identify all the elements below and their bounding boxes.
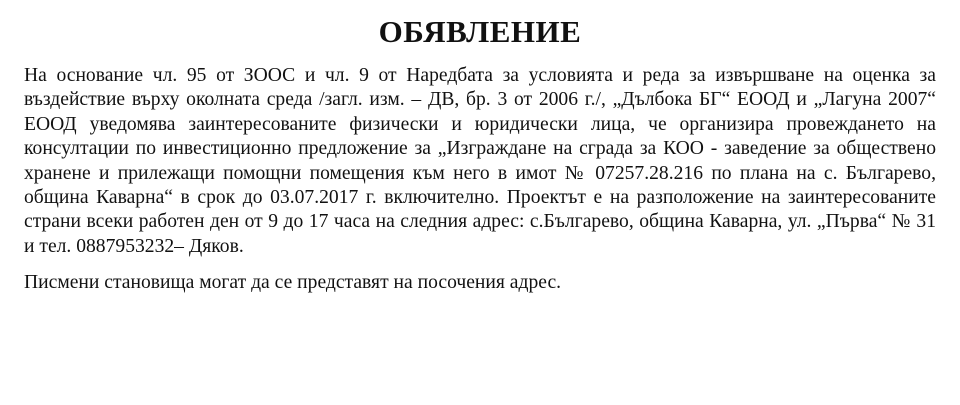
announcement-body: На основание чл. 95 от ЗООС и чл. 9 от Наредбата за условията и реда за извършване на оценка за въздействие върху околната среда /загл. изм. – ДВ, бр. 3 от 2006 г./, „Дълбока БГ“ ЕООД и „Лагуна 2007“ ЕООД уведомява заинтересованите физически и юридически лица, че организира провеждането на консултации по инвестиционно предложение за „Изграждане на сграда за КОО - заведение за обществено хранене и прилежащи помощни помещения към него в имот № 07257.28.216 по плана на с. Българево, община Каварна“ в срок до 03.07.2017 г. включително. Проектът е на разположение на заинтересованите страни всеки работен ден от 9 до 17 часа на следния адрес: с.Българево, община Каварна, ул. „Първа“ № 31 и тел. 0887953232– Дяков. [24, 65, 936, 257]
document-title: ОБЯВЛЕНИЕ [378, 14, 582, 49]
closing-note: Писмени становища могат да се представят на посочения адрес. [24, 272, 562, 294]
